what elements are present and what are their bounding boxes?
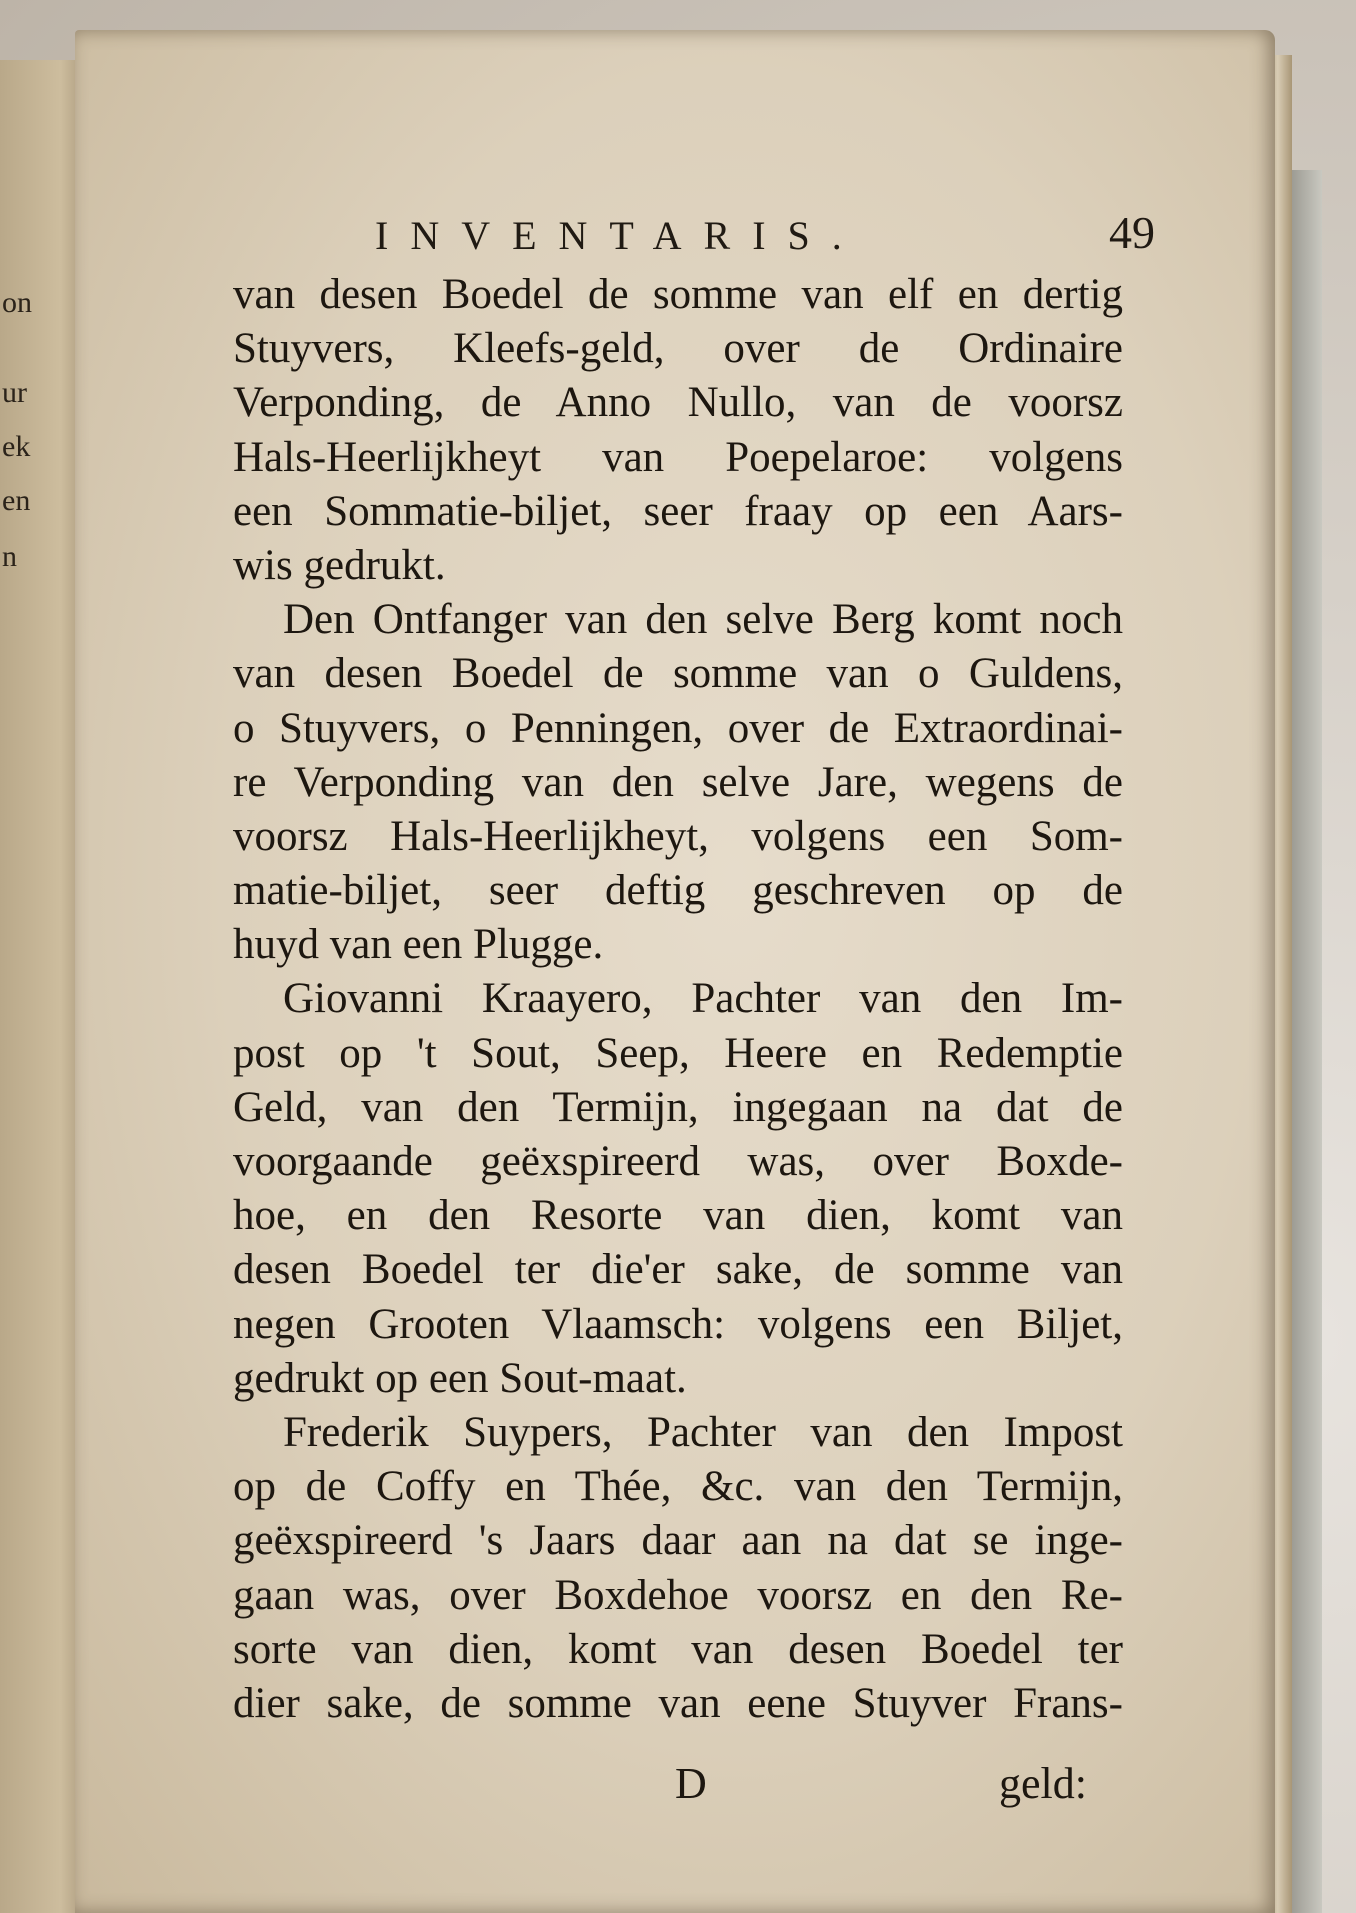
text-line: van desen Boedel de somme van o Guldens, [233,650,1123,698]
left-page-fragment: en [2,484,31,517]
text-line: gaan was, over Boxdehoe voorsz en den Re- [233,1571,1123,1619]
text-line: Frederik Suypers, Pachter van den Impost [283,1408,1123,1456]
text-line: post op 't Sout, Seep, Heere en Redemptie [233,1029,1123,1077]
text-line: voorsz Hals-Heerlijkheyt, volgens een Som- [233,812,1123,860]
text-line: op de Coffy en Thée, &c. van den Termijn, [233,1463,1123,1511]
text-line: geëxspireerd 's Jaars daar aan na dat se inge- [233,1517,1123,1565]
text-line: negen Grooten Vlaamsch: volgens een Biljet, [233,1300,1123,1348]
text-line: Den Ontfanger van den selve Berg komt noch [283,596,1123,644]
book-page [75,30,1275,1913]
text-line: matie-biljet, seer deftig geschreven op de [233,867,1123,915]
text-line: wis gedrukt. [233,541,446,589]
text-line: re Verponding van den selve Jare, wegens de [233,758,1123,806]
left-page-fragment: on [2,286,32,319]
book-cover-edge [1292,170,1322,1913]
text-line: dier sake, de somme van eene Stuyver Frans- [233,1679,1123,1727]
text-line: Verponding, de Anno Nullo, van de voorsz [233,379,1123,427]
left-page-fragment: ur [2,376,27,409]
running-title: INVENTARIS. [375,213,864,258]
text-line: Geld, van den Termijn, ingegaan na dat de [233,1083,1123,1131]
body-text [233,268,1123,1731]
text-line: gedrukt op een Sout-maat. [233,1354,687,1402]
text-line: desen Boedel ter die'er sake, de somme van [233,1246,1123,1294]
text-line: sorte van dien, komt van desen Boedel ter [233,1625,1123,1673]
page-header [375,207,1155,272]
text-line: Stuyvers, Kleefs-geld, over de Ordinaire [233,325,1123,373]
left-page-fragment: n [2,540,17,573]
text-line: een Sommatie-biljet, seer fraay op een Aars- [233,487,1123,535]
text-line: van desen Boedel de somme van elf en dertig [233,271,1123,318]
left-page-fragment: ek [2,430,31,463]
text-line: o Stuyvers, o Penningen, over de Extraordinai- [233,704,1123,752]
text-line: Hals-Heerlijkheyt van Poepelaroe: volgens [233,433,1123,481]
signature-mark: D [675,1759,707,1808]
text-line: Giovanni Kraayero, Pachter van den Im- [283,975,1123,1023]
text-line: huyd van een Plugge. [233,921,604,969]
text-line: hoe, en den Resorte van dien, komt van [233,1192,1123,1240]
catchword: geld: [999,1759,1087,1808]
page-number: 49 [1109,207,1155,258]
text-line: voorgaande geëxspireerd was, over Boxde- [233,1138,1123,1185]
